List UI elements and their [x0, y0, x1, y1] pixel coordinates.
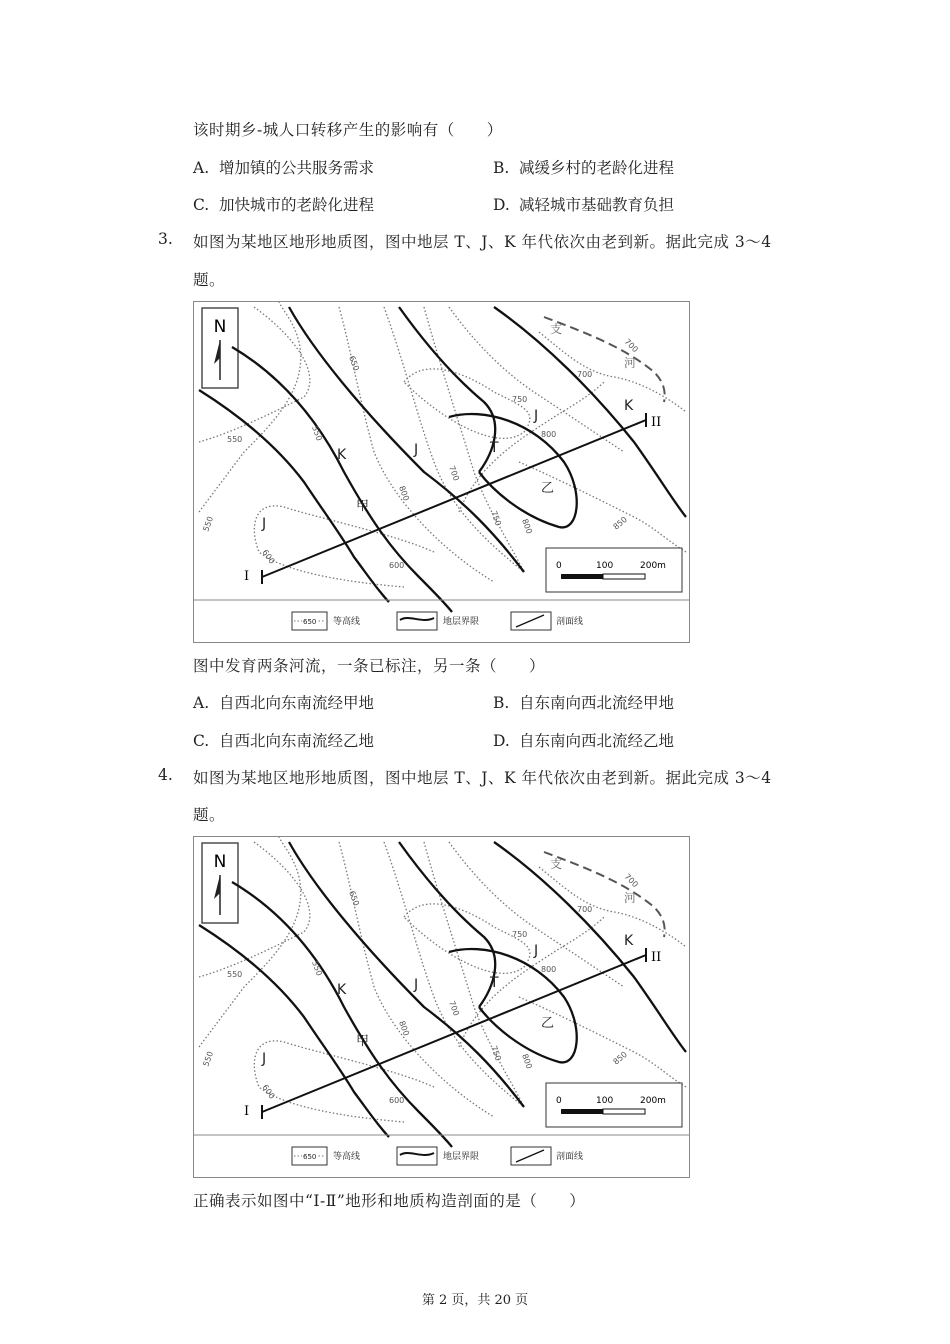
- contour-value: 550: [310, 424, 324, 443]
- q4-stem: 如图为某地区地形地质图，图中地层 T、J、K 年代依次由老到新。据此完成 3～4: [193, 769, 772, 787]
- tributary-river: [544, 852, 665, 937]
- geologic-map-1: [193, 301, 690, 643]
- stratum-j-label: J: [534, 408, 539, 424]
- tributary-river: [544, 317, 665, 402]
- stratum-j-label: J: [534, 943, 539, 959]
- contour-value: 750: [512, 395, 528, 404]
- legend-profile: 剖面线: [556, 1152, 584, 1162]
- legend-profile: 剖面线: [556, 617, 584, 627]
- contour-value: 800: [397, 484, 411, 503]
- contour-value: 550: [227, 970, 243, 979]
- scale-label: 200m: [640, 561, 666, 571]
- q2-option-c[interactable]: C. 加快城市的老龄化进程: [193, 196, 375, 214]
- contour-value: 800: [520, 517, 534, 536]
- place-yi-label: 乙: [541, 481, 555, 496]
- contour-value: 700: [447, 464, 461, 483]
- scale-label: 100: [596, 1096, 614, 1106]
- river-label-zhi: 支: [550, 857, 563, 871]
- legend-contour: 等高线: [333, 617, 361, 627]
- stratum-t-label: T: [490, 440, 499, 456]
- contour-value: 650: [347, 354, 361, 373]
- q3-stem: 如图为某地区地形地质图，图中地层 T、J、K 年代依次由老到新。据此完成 3～4: [193, 233, 772, 251]
- contour-value: 800: [397, 1019, 411, 1038]
- scale-label: 200m: [640, 1096, 666, 1106]
- contour-value: 550: [310, 959, 324, 978]
- stratum-k-label: K: [337, 982, 347, 998]
- q3-option-b[interactable]: B. 自东南向西北流经甲地: [493, 694, 675, 712]
- q2-option-a[interactable]: A. 增加镇的公共服务需求: [193, 159, 375, 177]
- contour-value: 800: [541, 430, 557, 439]
- contour-value: 700: [577, 370, 593, 379]
- stratum-j-label: J: [262, 1051, 267, 1067]
- stratum-k-label: K: [337, 447, 347, 463]
- legend-contour-value: 650: [303, 618, 317, 626]
- contour-value: 600: [389, 1096, 405, 1105]
- stratum-j-label: J: [414, 977, 419, 993]
- q3-number: 3.: [158, 230, 173, 248]
- contour-value: 700: [622, 337, 640, 355]
- profile-end-label: II: [651, 415, 662, 430]
- north-label: N: [213, 317, 227, 337]
- scale-label: 100: [596, 561, 614, 571]
- profile-start-label: I: [244, 569, 250, 584]
- geologic-map-svg: [194, 837, 689, 1177]
- profile-start-label: I: [244, 1104, 250, 1119]
- contour-value: 700: [447, 999, 461, 1018]
- stratum-t-label: T: [490, 975, 499, 991]
- place-jia-label: 甲: [356, 499, 370, 514]
- contour-value: 800: [541, 965, 557, 974]
- q3-option-c[interactable]: C. 自西北向东南流经乙地: [193, 732, 375, 750]
- stratum-labels: [261, 933, 634, 1067]
- q2-option-d[interactable]: D. 减轻城市基础教育负担: [493, 196, 675, 214]
- place-jia-label: 甲: [356, 1034, 370, 1049]
- legend: [292, 612, 583, 630]
- legend-contour-value: 650: [303, 1153, 317, 1161]
- contour-value: 600: [389, 561, 405, 570]
- page-footer: 第 2 页，共 20 页: [421, 1293, 529, 1308]
- stratum-k-label: K: [624, 933, 634, 949]
- contour-value: 750: [512, 930, 528, 939]
- place-yi-label: 乙: [541, 1016, 555, 1031]
- contour-value: 550: [201, 1050, 216, 1068]
- scale-label: 0: [556, 561, 562, 571]
- q2-option-b[interactable]: B. 减缓乡村的老龄化进程: [493, 159, 675, 177]
- contour-value: 550: [201, 515, 216, 533]
- river-label-zhi: 支: [550, 322, 563, 336]
- stratum-j-label: J: [262, 516, 267, 532]
- contour-value: 700: [577, 905, 593, 914]
- geologic-map-2: [193, 836, 690, 1178]
- geologic-map-svg: [194, 302, 689, 642]
- stratum-j-label: J: [414, 442, 419, 458]
- scale-label: 0: [556, 1096, 562, 1106]
- q3-sub-question: 图中发育两条河流，一条已标注，另一条（ ）: [193, 657, 546, 675]
- q3-option-a[interactable]: A. 自西北向东南流经甲地: [193, 694, 375, 712]
- river-label-he: 河: [624, 356, 637, 370]
- q4-number: 4.: [158, 766, 173, 784]
- profile-end-label: II: [651, 950, 662, 965]
- legend-boundary: 地层界限: [443, 1152, 480, 1162]
- q3-stem-cont: 题。: [193, 271, 226, 289]
- contour-value: 600: [260, 1082, 277, 1101]
- contour-value: 750: [489, 1044, 503, 1063]
- q4-stem-cont: 题。: [193, 806, 226, 824]
- river-label-he: 河: [624, 891, 637, 905]
- contour-value: 650: [347, 889, 361, 908]
- contour-value: 750: [489, 509, 503, 528]
- scale-bar: [546, 548, 682, 592]
- stratum-labels: [261, 398, 634, 532]
- q2-stem: 该时期乡-城人口转移产生的影响有（ ）: [193, 121, 503, 139]
- contour-value: 800: [520, 1052, 534, 1071]
- q4-sub-question: 正确表示如图中“Ⅰ-Ⅱ”地形和地质构造剖面的是（ ）: [193, 1192, 586, 1210]
- contour-value: 850: [611, 1049, 629, 1067]
- legend: [292, 1147, 583, 1165]
- stratum-k-label: K: [624, 398, 634, 414]
- legend-contour: 等高线: [333, 1152, 361, 1162]
- contour-value: 850: [611, 514, 629, 532]
- scale-bar: [546, 1083, 682, 1127]
- contour-value: 700: [622, 872, 640, 890]
- q3-option-d[interactable]: D. 自东南向西北流经乙地: [493, 732, 675, 750]
- contour-value: 550: [227, 435, 243, 444]
- contour-value: 600: [260, 547, 277, 566]
- legend-boundary: 地层界限: [443, 617, 480, 627]
- north-label: N: [213, 852, 227, 872]
